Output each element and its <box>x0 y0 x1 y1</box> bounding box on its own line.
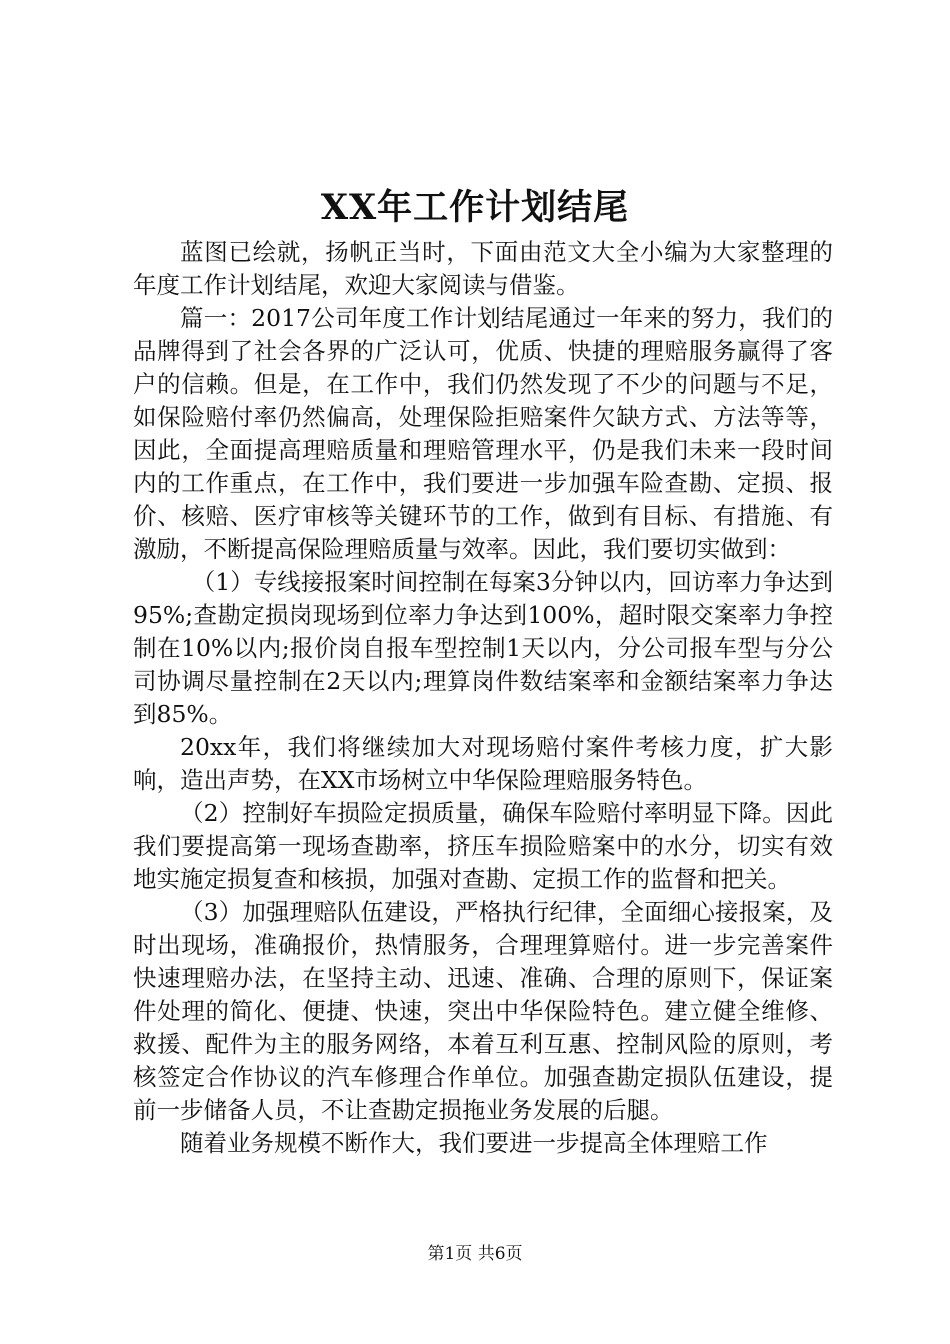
document-body <box>133 236 833 1160</box>
paragraph-20xx: 20xx年，我们将继续加大对现场赔付案件考核力度，扩大影响，造出声势，在XX市场树立中华保险理赔服务特色。 <box>133 733 833 794</box>
document-title: XX年工作计划结尾 <box>320 187 630 228</box>
paragraph-item-2: （2）控制好车损险定损质量，确保车险赔付率明显下降。因此我们要提高第一现场查勘率，挤压车损险赔案中的水分，切实有效地实施定损复查和核损，加强对查勘、定损工作的监督和把关。 <box>133 799 833 893</box>
paragraph-part-one: 篇一：2017公司年度工作计划结尾通过一年来的努力，我们的品牌得到了社会各界的广泛认可，优质、快捷的理赔服务赢得了客户的信赖。但是，在工作中，我们仍然发现了不少的问题与不足，如保险赔付率仍然偏高，处理保险拒赔案件欠缺方式、方法等等，因此，全面提高理赔质量和理赔管理水平，仍是我们未来一段时间内的工作重点，在工作中，我们要进一步加强车险查勘、定损、报价、核赔、医疗审核等关键环节的工作，做到有目标、有措施、有激励，不断提高保险理赔质量与效率。因此，我们要切实做到： <box>133 304 833 563</box>
paragraph-intro: 蓝图已绘就，扬帆正当时，下面由范文大全小编为大家整理的年度工作计划结尾，欢迎大家阅读与借鉴。 <box>133 238 833 299</box>
page-footer: 第1页 共6页 <box>427 1244 523 1264</box>
paragraph-closing: 随着业务规模不断作大，我们要进一步提高全体理赔工作 <box>180 1129 768 1157</box>
paragraph-item-3: （3）加强理赔队伍建设，严格执行纪律，全面细心接报案，及时出现场，准确报价，热情服务，合理理算赔付。进一步完善案件快速理赔办法，在坚持主动、迅速、准确、合理的原则下，保证案件处理的简化、便捷、快速，突出中华保险特色。建立健全维修、救援、配件为主的服务网络，本着互利互惠、控制风险的原则，考核签定合作协议的汽车修理合作单位。加强查勘定损队伍建设，提前一步储备人员，不让查勘定损拖业务发展的后腿。 <box>133 898 833 1124</box>
paragraph-item-1: （1）专线接报案时间控制在每案3分钟以内，回访率力争达到95%;查勘定损岗现场到位率力争达到100%，超时限交案率力争控制在10%以内;报价岗自报车型控制1天以内，分公司报车型与分公司协调尽量控制在2天以内;理算岗件数结案率和金额结案率力争达到85%。 <box>133 568 833 728</box>
